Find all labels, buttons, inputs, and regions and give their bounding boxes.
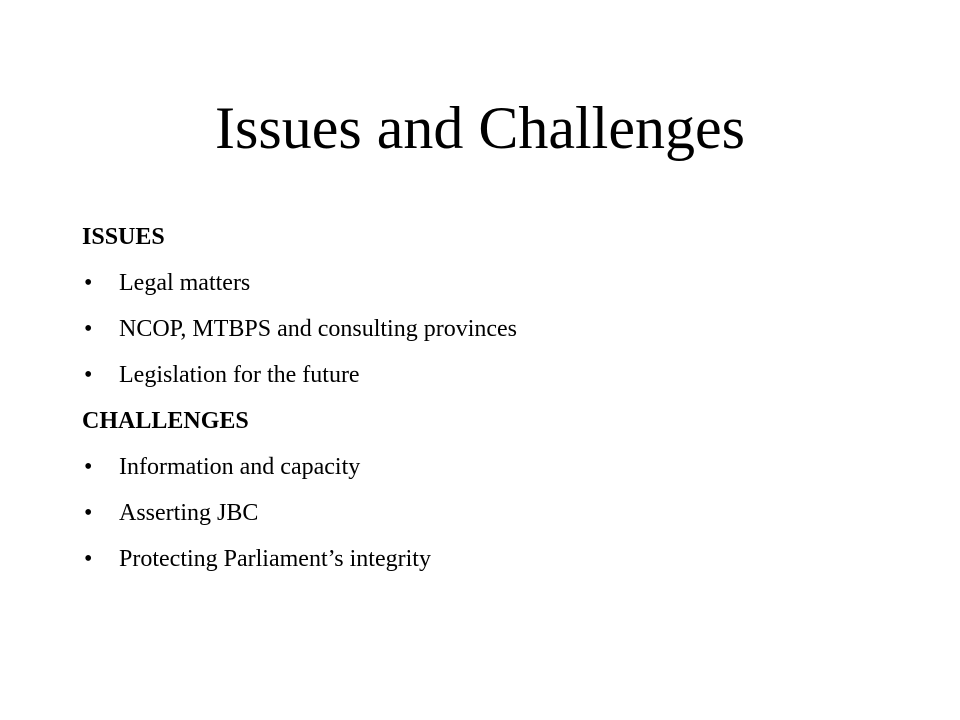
challenge-item: [82, 444, 902, 490]
slide-body: [82, 214, 902, 582]
issue-item: [82, 352, 902, 398]
issue-item-text: Legal matters: [119, 270, 251, 296]
challenges-heading: CHALLENGES: [82, 408, 249, 434]
bullet-icon: •: [84, 500, 93, 526]
bullet-icon: •: [84, 454, 93, 480]
bullet-icon: •: [84, 362, 93, 388]
bullet-icon: •: [84, 546, 93, 572]
challenge-item-text: Information and capacity: [119, 454, 361, 480]
issue-item: [82, 306, 902, 352]
issue-item: [82, 260, 902, 306]
issue-item-text: NCOP, MTBPS and consulting provinces: [119, 316, 518, 342]
bullet-icon: •: [84, 316, 93, 342]
challenge-item: [82, 536, 902, 582]
bullet-icon: •: [84, 270, 93, 296]
issue-item-text: Legislation for the future: [119, 362, 360, 388]
slide-title: Issues and Challenges: [215, 95, 745, 161]
challenge-item: [82, 490, 902, 536]
challenge-item-text: Asserting JBC: [119, 500, 259, 526]
issues-heading: ISSUES: [82, 224, 165, 250]
challenge-item-text: Protecting Parliament’s integrity: [119, 546, 431, 572]
